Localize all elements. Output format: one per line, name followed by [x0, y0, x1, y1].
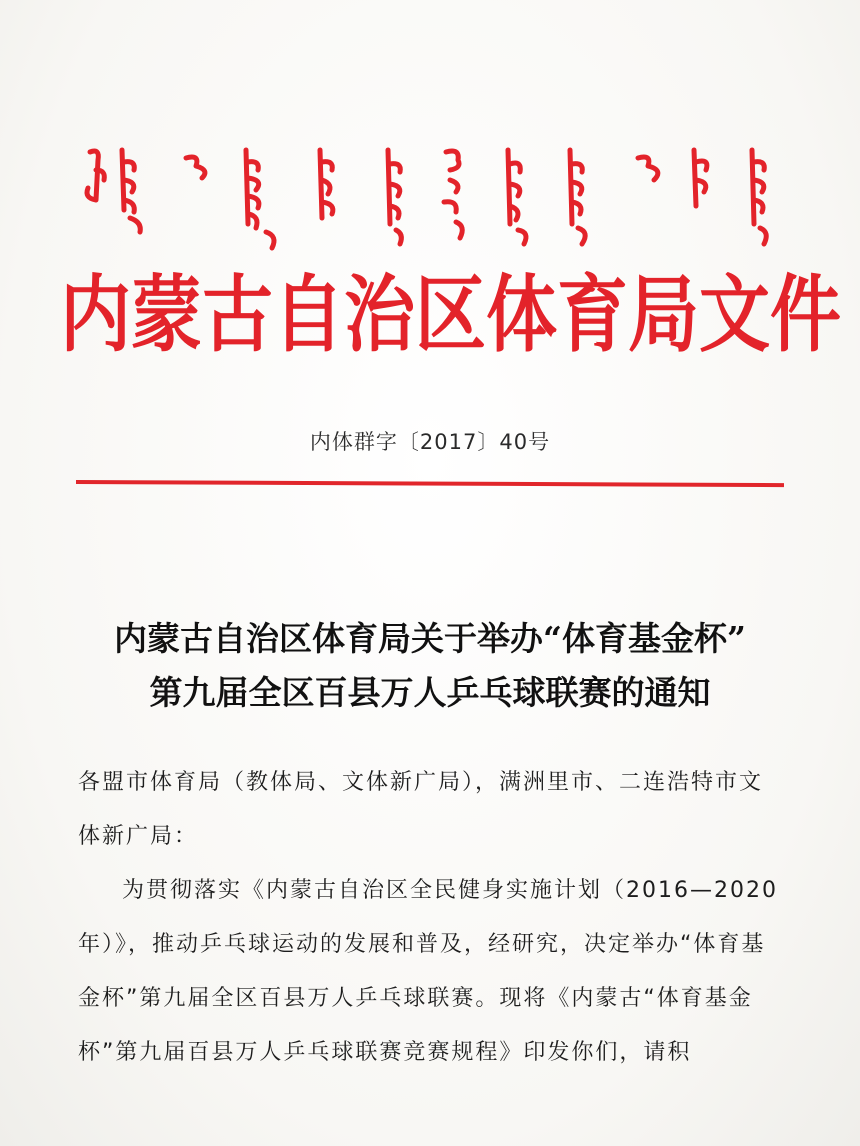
notice-title	[0, 612, 860, 720]
notice-title-line-1: 内蒙古自治区体育局关于举办“体育基金杯”	[114, 619, 746, 658]
issuing-authority-title: 内蒙古自治区体育局文件	[60, 265, 842, 364]
addressee: 各盟市体育局（教体局、文体新广局），满洲里市、二连浩特市文体新广局：	[78, 770, 764, 849]
document-number: 内体群字〔2017〕40号	[309, 430, 551, 454]
body-paragraph-1: 为贯彻落实《内蒙古自治区全民健身实施计划（2016—2020年）》，推动乒乓球运动的发展和普及，经研究，决定举办“体育基金杯”第九届全区百县万人乒乓球联赛。现将《内蒙古“体育基金杯”第九届百县万人乒乓球联赛竞赛规程》印发你们，请积	[78, 878, 778, 1065]
notice-body	[78, 756, 778, 1080]
mongolian-script-header	[70, 140, 780, 260]
notice-title-line-2: 第九届全区百县万人乒乓球联赛的通知	[149, 673, 711, 712]
red-divider-line	[76, 480, 784, 487]
